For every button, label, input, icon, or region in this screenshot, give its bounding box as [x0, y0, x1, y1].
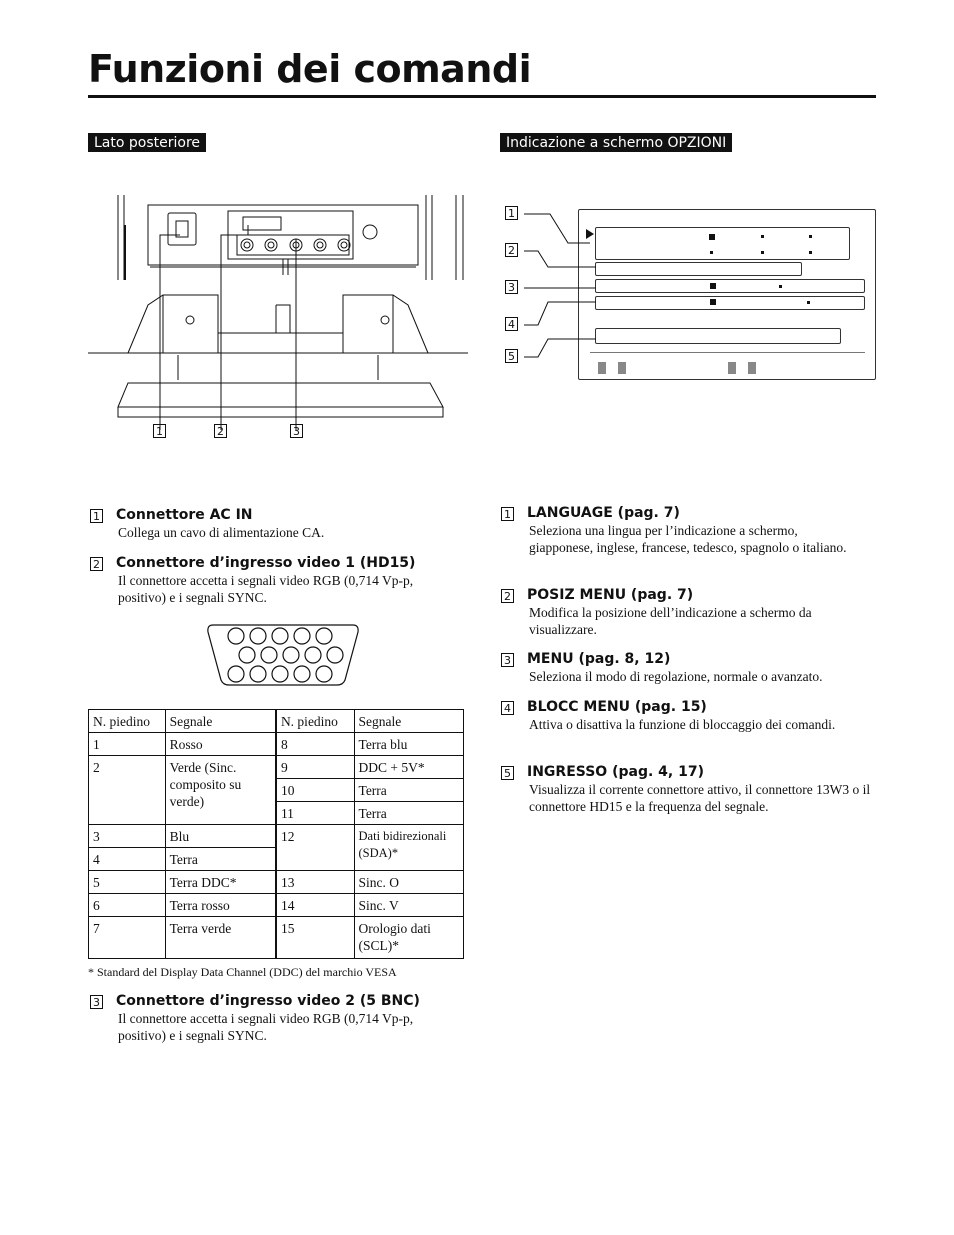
pin-number: 11 [276, 802, 354, 825]
pin-signal: Terra DDC* [165, 871, 275, 894]
osd-mark-dot [807, 301, 810, 304]
osd-language-row [595, 227, 850, 260]
osd-lock-row [595, 296, 865, 310]
item-menu-position [501, 586, 861, 638]
rear-callout-3: 3 [290, 424, 303, 438]
osd-mark-dot [761, 235, 764, 238]
table-header: N. piedino [89, 710, 166, 733]
item-language [501, 504, 861, 556]
item-number: 3 [501, 653, 514, 667]
pin-signal: Terra [165, 848, 275, 871]
rear-callout-1: 1 [153, 424, 166, 438]
rear-panel-illustration [88, 195, 468, 445]
item-description: Visualizza il corrente connettore attivo, il connettore 13W3 o il connettore HD15 e la frequenza del segnale. [529, 782, 871, 814]
item-description: Modifica la posizione dell’indicazione a schermo da visualizzare. [529, 605, 812, 637]
osd-mark-square [710, 299, 716, 305]
pin-assignment-table [88, 709, 464, 959]
osd-leader-lines [520, 205, 620, 365]
osd-divider [590, 352, 865, 353]
osd-mark-square [710, 283, 716, 289]
pin-signal: Terra verde [165, 917, 275, 959]
item-number: 2 [90, 557, 103, 571]
osd-mark-square [709, 234, 715, 240]
hd15-connector-diagram [205, 622, 361, 688]
item-title: POSIZ MENU (pag. 7) [527, 587, 694, 603]
osd-callout-3: 3 [505, 280, 518, 294]
item-description: Seleziona il modo di regolazione, normale o avanzato. [529, 669, 823, 684]
pin-signal: Orologio dati (SCL)* [354, 917, 463, 959]
item-description: Il connettore accetta i segnali video RGB (0,714 Vp-p, positivo) e i segnali SYNC. [118, 1011, 414, 1043]
item-menu-mode [501, 650, 881, 685]
pin-number: 5 [89, 871, 166, 894]
table-header: Segnale [354, 710, 463, 733]
pin-signal: DDC + 5V* [354, 756, 463, 779]
osd-menu-row [595, 279, 865, 293]
osd-callout-4: 4 [505, 317, 518, 331]
osd-input-row [595, 328, 841, 344]
osd-position-row [595, 262, 802, 276]
item-description: Attiva o disattiva la funzione di bloccaggio dei comandi. [529, 717, 836, 732]
section-title-osd: Indicazione a schermo OPZIONI [500, 133, 732, 152]
title-rule [88, 95, 876, 98]
pin-number: 7 [89, 917, 166, 959]
pin-number: 8 [276, 733, 354, 756]
osd-left-key-icon [728, 362, 736, 374]
item-number: 1 [501, 507, 514, 521]
item-title: MENU (pag. 8, 12) [527, 651, 671, 667]
pin-signal: Terra [354, 802, 463, 825]
item-video-input-1 [90, 554, 460, 606]
osd-mark-dot [809, 235, 812, 238]
item-input [501, 763, 881, 815]
item-title: LANGUAGE (pag. 7) [527, 505, 680, 521]
item-video-input-2 [90, 992, 460, 1044]
pin-number: 9 [276, 756, 354, 779]
osd-callout-5: 5 [505, 349, 518, 363]
pin-signal: Terra blu [354, 733, 463, 756]
table-header: Segnale [165, 710, 275, 733]
pin-number: 12 [276, 825, 354, 871]
osd-callout-2: 2 [505, 243, 518, 257]
pin-number: 3 [89, 825, 166, 848]
pin-number: 10 [276, 779, 354, 802]
page-title: Funzioni dei comandi [88, 47, 532, 91]
item-number: 2 [501, 589, 514, 603]
item-title: INGRESSO (pag. 4, 17) [527, 764, 704, 780]
item-ac-in [90, 506, 470, 541]
item-title: Connettore AC IN [116, 507, 253, 523]
pin-signal: Sinc. V [354, 894, 463, 917]
pin-signal: Dati bidirezionali (SDA)* [354, 825, 463, 871]
item-number: 1 [90, 509, 103, 523]
rear-callout-2: 2 [214, 424, 227, 438]
item-number: 3 [90, 995, 103, 1009]
pin-signal: Rosso [165, 733, 275, 756]
pin-number: 15 [276, 917, 354, 959]
footnote: * Standard del Display Data Channel (DDC) del marchio VESA [88, 965, 397, 979]
osd-mark-dot [779, 285, 782, 288]
pin-number: 1 [89, 733, 166, 756]
item-title: Connettore d’ingresso video 1 (HD15) [116, 555, 416, 571]
section-title-rear: Lato posteriore [88, 133, 206, 152]
item-description: Il connettore accetta i segnali video RGB (0,714 Vp-p, positivo) e i segnali SYNC. [118, 573, 414, 605]
item-title: BLOCC MENU (pag. 15) [527, 699, 707, 715]
item-description: Collega un cavo di alimentazione CA. [118, 525, 325, 540]
osd-right-key-icon [748, 362, 756, 374]
pin-signal: Terra [354, 779, 463, 802]
pin-signal: Terra rosso [165, 894, 275, 917]
pin-signal: Sinc. O [354, 871, 463, 894]
item-description: Seleziona una lingua per l’indicazione a schermo, giapponese, inglese, francese, tedesco, spagnolo o italiano. [529, 523, 847, 555]
osd-mark-dot [809, 251, 812, 254]
pin-number: 13 [276, 871, 354, 894]
item-number: 4 [501, 701, 514, 715]
item-menu-lock [501, 698, 861, 733]
pin-number: 14 [276, 894, 354, 917]
item-title: Connettore d’ingresso video 2 (5 BNC) [116, 993, 420, 1009]
osd-mark-dot [710, 251, 713, 254]
pin-signal: Verde (Sinc. composito su verde) [165, 756, 275, 825]
pin-number: 6 [89, 894, 166, 917]
table-header: N. piedino [276, 710, 354, 733]
osd-mark-dot [761, 251, 764, 254]
osd-callout-1: 1 [505, 206, 518, 220]
item-number: 5 [501, 766, 514, 780]
pin-signal: Blu [165, 825, 275, 848]
pin-number: 2 [89, 756, 166, 825]
pin-number: 4 [89, 848, 166, 871]
